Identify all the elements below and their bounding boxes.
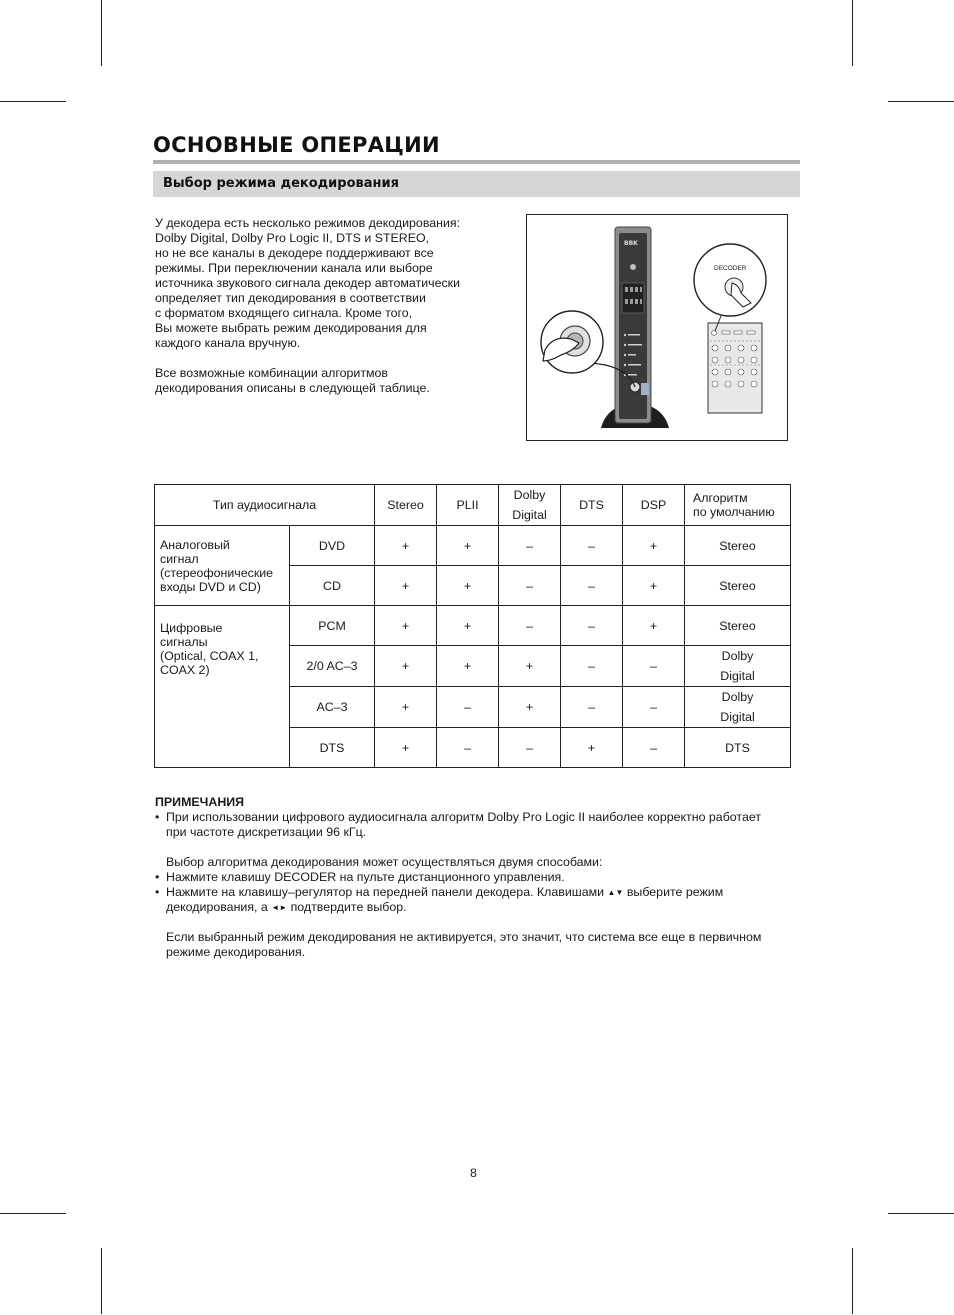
source-cell: CD: [290, 566, 375, 606]
dolby-cell: –: [499, 566, 561, 606]
stereo-cell: +: [375, 646, 437, 687]
plii-cell: +: [437, 566, 499, 606]
crop-mark: [852, 1248, 853, 1314]
dts-cell: –: [561, 646, 623, 687]
section-header: [153, 171, 800, 197]
notes-section: [155, 795, 815, 960]
crop-mark: [0, 1213, 66, 1214]
table-row: [155, 526, 791, 566]
dsp-cell: –: [623, 687, 685, 728]
section-title: Выбор режима декодирования: [163, 176, 399, 191]
crop-mark: [852, 0, 853, 66]
dts-cell: –: [561, 606, 623, 646]
note-bullet: • Нажмите клавишу DECODER на пульте дистанционного управления.: [155, 870, 815, 885]
note-bullet: • Нажмите на клавишу–регулятор на передней панели декодера. Клавишами ▲▼ выберите режим декодирования, а ◄► подтвердите выбор.: [155, 885, 815, 915]
note-text: Если выбранный режим декодирования не активируется, это значит, что система все еще в первичном режиме декодирования.: [166, 930, 762, 959]
plii-cell: –: [437, 687, 499, 728]
note-text: Выбор алгоритма декодирования может осуществляться двумя способами:: [166, 855, 603, 869]
stereo-cell: +: [375, 687, 437, 728]
decoder-drawing: [527, 215, 787, 440]
stereo-cell: +: [375, 728, 437, 768]
source-cell: DVD: [290, 526, 375, 566]
note-bullet: • При использовании цифрового аудиосигнала алгоритм Dolby Pro Logic II наиболее корректно работает при частоте дискретизации 96 кГц.: [155, 810, 815, 840]
source-cell: PCM: [290, 606, 375, 646]
table-header-row: [155, 485, 791, 526]
intro-paragraph-2: Все возможные комбинации алгоритмов декодирования описаны в следующей таблице.: [155, 366, 430, 395]
table-row: [155, 606, 791, 646]
decoder-button-label: DECODER: [714, 265, 747, 272]
source-cell: 2/0 AC–3: [290, 646, 375, 687]
intro-text: [155, 216, 500, 396]
source-cell: DTS: [290, 728, 375, 768]
dolby-cell: –: [499, 728, 561, 768]
dsp-cell: –: [623, 728, 685, 768]
default-cell: Stereo: [685, 566, 791, 606]
crop-mark: [888, 101, 954, 102]
dts-cell: –: [561, 687, 623, 728]
plii-cell: +: [437, 606, 499, 646]
panel-button: [641, 383, 649, 395]
dolby-cell: –: [499, 526, 561, 566]
group-analog-signal: Аналоговый сигнал (стереофонические входы DVD и CD): [155, 526, 290, 606]
crop-mark: [0, 101, 66, 102]
default-cell: Dolby Digital: [685, 646, 791, 687]
group-digital-signal: Цифровые сигналы (Optical, COAX 1, COAX 2): [155, 606, 290, 768]
default-cell: DTS: [685, 728, 791, 768]
crop-mark: [888, 1213, 954, 1214]
remote-control: [708, 323, 762, 413]
header-dts: DTS: [561, 485, 623, 526]
stereo-cell: +: [375, 566, 437, 606]
page-title: ОСНОВНЫЕ ОПЕРАЦИИ: [153, 133, 440, 157]
crop-mark: [101, 1248, 102, 1314]
stereo-cell: +: [375, 526, 437, 566]
indicator-light: [630, 264, 636, 270]
dolby-cell: –: [499, 606, 561, 646]
dts-cell: –: [561, 566, 623, 606]
default-cell: Dolby Digital: [685, 687, 791, 728]
default-cell: Stereo: [685, 606, 791, 646]
stereo-cell: +: [375, 606, 437, 646]
left-right-arrows-icon: ◄►: [271, 903, 288, 912]
page-number: 8: [470, 1166, 477, 1180]
dolby-cell: +: [499, 687, 561, 728]
decoding-modes-table: [154, 484, 791, 768]
header-plii: PLII: [437, 485, 499, 526]
header-default-algorithm: Алгоритм по умолчанию: [685, 485, 791, 526]
brand-logo: BBK: [624, 240, 638, 247]
dsp-cell: +: [623, 606, 685, 646]
crop-mark: [101, 0, 102, 66]
notes-heading: ПРИМЕЧАНИЯ: [155, 795, 245, 809]
dsp-cell: –: [623, 646, 685, 687]
plii-cell: +: [437, 646, 499, 687]
decoder-illustration: [526, 214, 788, 441]
plii-cell: –: [437, 728, 499, 768]
dts-cell: +: [561, 728, 623, 768]
header-dsp: DSP: [623, 485, 685, 526]
header-dolby-digital: Dolby Digital: [499, 485, 561, 526]
dts-cell: –: [561, 526, 623, 566]
default-cell: Stereo: [685, 526, 791, 566]
dsp-cell: +: [623, 566, 685, 606]
dsp-cell: +: [623, 526, 685, 566]
dolby-cell: +: [499, 646, 561, 687]
header-signal-type: Тип аудиосигнала: [155, 485, 375, 526]
header-stereo: Stereo: [375, 485, 437, 526]
plii-cell: +: [437, 526, 499, 566]
source-cell: AC–3: [290, 687, 375, 728]
up-down-arrows-icon: ▲▼: [607, 888, 624, 897]
intro-paragraph-1: У декодера есть несколько режимов декодирования: Dolby Digital, Dolby Pro Logic II, DTS и STEREO, но не все каналы в декодере поддерживают все режимы. При переключении канала или выборе источника звукового сигнала декодер автоматически определяет тип декодирования в соответствии с форматом входящего сигнала. Кроме того, Вы можете выбрать режим декодирования для каждого канала вручную.: [155, 216, 461, 350]
title-rule: [153, 160, 800, 164]
